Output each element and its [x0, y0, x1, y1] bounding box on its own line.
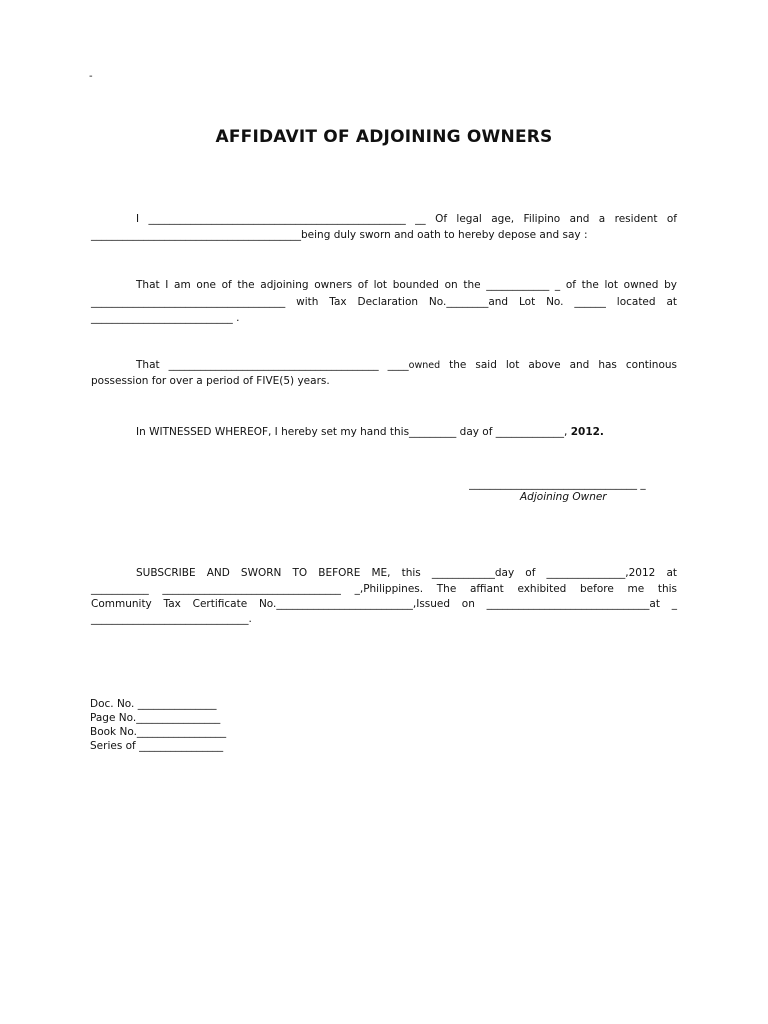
para3-suffix: the said lot above and has continous: [440, 359, 677, 371]
sworn-line3: Community Tax Certificate No.__________________________,Issued on _______________________________at _: [91, 598, 677, 610]
witness-year: 2012.: [570, 426, 604, 438]
witness-text: In WITNESSED WHEREOF, I hereby set my hand this_________ day of _____________,: [136, 426, 568, 438]
top-dash-mark: -: [89, 71, 93, 82]
para1-line1: I _________________________________________________ __ Of legal age, Filipino and a resident of: [136, 213, 677, 225]
sworn-line2: ___________ __________________________________ _,Philippines. The affiant exhibited before me this: [91, 583, 677, 595]
para3-owned: owned: [408, 360, 441, 371]
sworn-line1: SUBSCRIBE AND SWORN TO BEFORE ME, this ____________day of _______________,2012 at: [136, 567, 677, 579]
registry-doc-no: Doc. No. _______________: [90, 698, 217, 710]
witness-line: [91, 424, 677, 440]
para2-line2: _____________________________________ with Tax Declaration No.________and Lot No. ______ located at: [91, 296, 677, 308]
document-title: AFFIDAVIT OF ADJOINING OWNERS: [215, 127, 553, 147]
signature-line: ________________________________ _: [469, 478, 646, 490]
para3-prefix: That ________________________________________ ____: [136, 359, 409, 371]
para2-line1: That I am one of the adjoining owners of lot bounded on the ____________ _ of the lot owned by: [136, 279, 677, 291]
para2-line3: ___________________________ .: [91, 312, 240, 324]
signature-label: Adjoining Owner: [520, 491, 607, 503]
para3-line2: possession for over a period of FIVE(5) years.: [91, 375, 330, 387]
para3-line1: [91, 357, 677, 374]
registry-book-no: Book No._________________: [90, 726, 227, 738]
sworn-line4: ______________________________.: [91, 613, 252, 625]
para1-line2: ________________________________________being duly sworn and oath to hereby depose and say :: [91, 229, 588, 241]
registry-page-no: Page No.________________: [90, 712, 221, 724]
registry-series-of: Series of ________________: [90, 740, 224, 752]
